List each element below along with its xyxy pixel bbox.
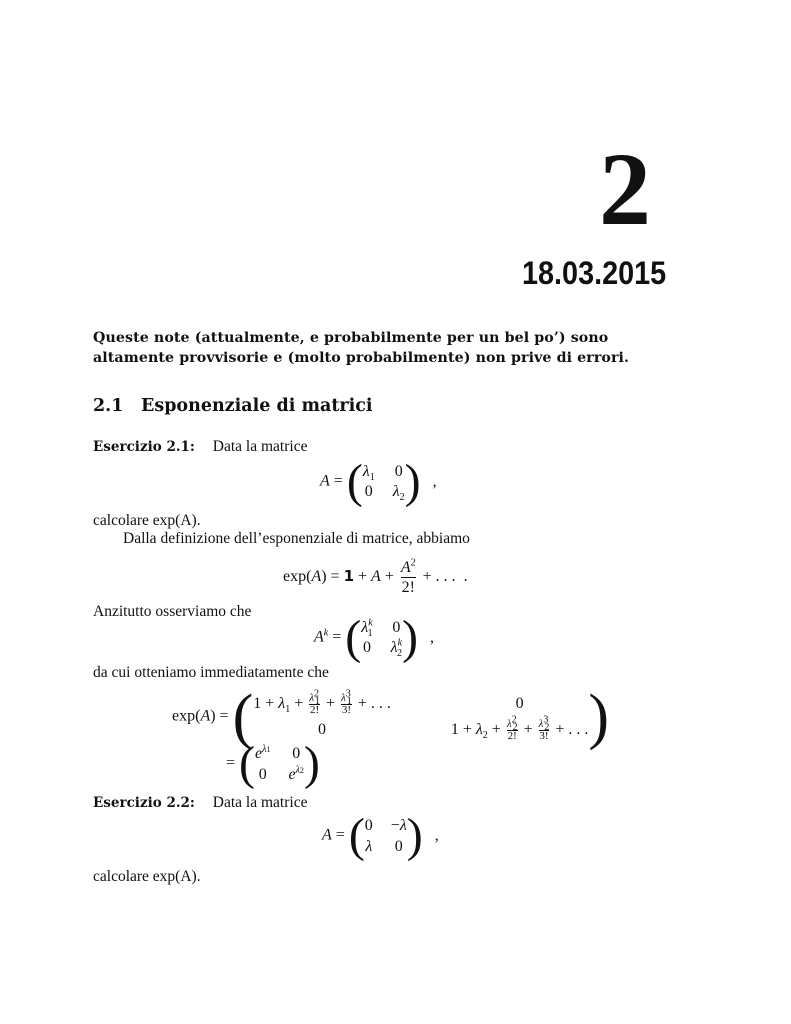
- equation-matrix-a-rotation: A = ( 0 −λ λ 0 ) ,: [322, 809, 439, 862]
- warning-note: Queste note (attualmente, e probabilmente per un bel po’) sono altamente provvisorie e (molto probabilmente) non prive di errori.: [93, 330, 630, 366]
- exercise-1-paragraph-2: Anzitutto osserviamo che: [93, 603, 252, 620]
- chapter-number: 2: [599, 132, 651, 247]
- chapter-date-title: 18.03.2015: [521, 255, 666, 291]
- exercise-1-heading: [93, 438, 307, 456]
- exercise-2-task: calcolare exp(A).: [93, 868, 201, 885]
- exercise-1-label: Esercizio 2.1:: [93, 439, 195, 455]
- section-heading: [93, 396, 373, 416]
- exercise-2-intro: Data la matrice: [212, 794, 308, 811]
- exercise-1-paragraph-3: da cui otteniamo immediatamente che: [93, 664, 329, 681]
- equation-exp-series-matrix: exp(A) = ( $1 + \lambda_1$ + $\frac{\lambda^2_1}{2!}$ + $\frac{\lambda^3_1}{3!}$ + . . . 0 0 $1 + \lambda_2$ + $\frac{\lambda^2_2}{2!}$ + $\frac{\lambda^3_2}{3!}$ + . . . ): [172, 683, 610, 751]
- section-title: Esponenziale di matrici: [141, 396, 373, 416]
- equation-exp-result: = ( $e^{\lambda 1}$ 0 0 $e^{\lambda 2}$ ): [226, 737, 320, 790]
- equation-matrix-a: A = ( $\lambda_1$ 0 0 $\lambda_2$ ) ,: [320, 455, 437, 508]
- section-number: 2.1: [93, 396, 124, 416]
- exercise-2-heading: [93, 794, 307, 812]
- equation-matrix-a-power: $A^k$ = ( $\lambda^k_1$ 0 0 $\lambda^k_2$ ) ,: [314, 611, 435, 664]
- exercise-2-label: Esercizio 2.2:: [93, 795, 195, 811]
- exercise-1-task: calcolare exp(A).: [93, 512, 201, 529]
- equation-exp-definition: exp(A) = 1 + A + $\frac{A^2}{2!}$ + . . . .: [283, 557, 468, 596]
- exercise-1-intro: Data la matrice: [212, 438, 308, 455]
- exercise-1-paragraph-1: Dalla definizione dell’esponenziale di matrice, abbiamo: [123, 530, 470, 547]
